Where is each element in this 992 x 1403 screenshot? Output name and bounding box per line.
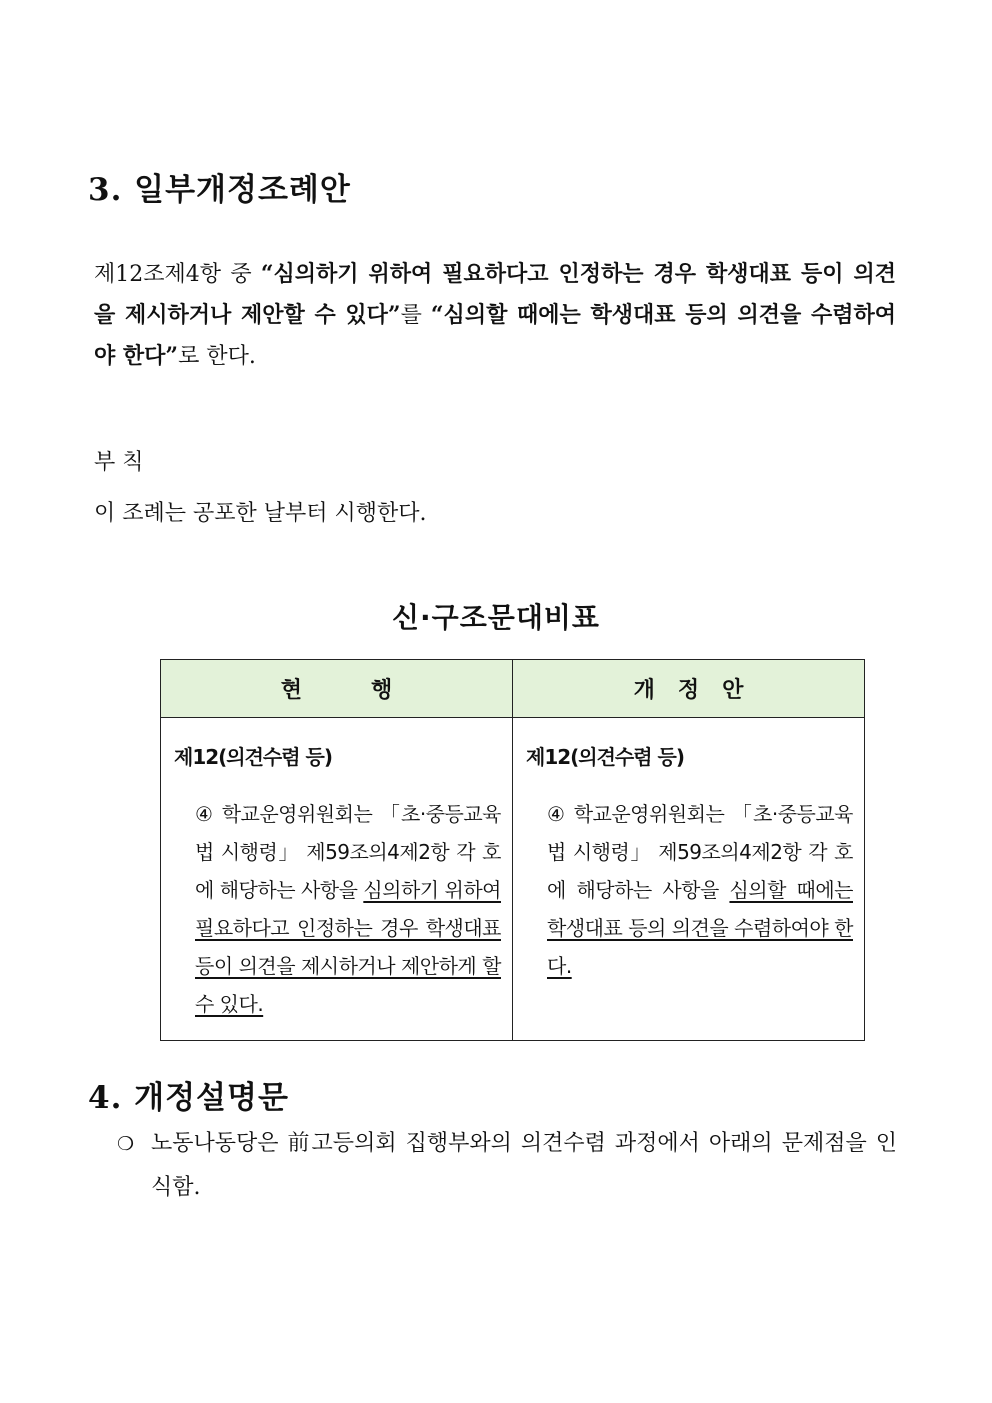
revised-clause-plain: ④ 학교운영위원회는 「초·중등교육법 시행령」 제59조의4제2항 각 호에 해당하는 사항을	[547, 802, 853, 902]
table-header-row	[161, 660, 865, 718]
current-clause	[195, 795, 501, 1023]
revised-article-heading: 제12(의견수렴 등)	[526, 745, 684, 769]
supplement-text: 이 조례는 공포한 날부터 시행한다.	[94, 501, 427, 526]
comparison-table-title: 신·구조문대비표	[392, 601, 600, 634]
amendment-prefix: 제12조제4항 중	[94, 262, 261, 287]
current-clause-plain: ④ 학교운영위원회는 「초·중등교육법 시행령」 제59조의4제2항 각 호에 해당하는 사항을	[195, 802, 501, 902]
amendment-old-phrase: “심의하기 위하여 필요하다고 인정하는 경우 학생대표 등이 의견을 제시하거나 제안할 수 있다”	[94, 261, 896, 328]
current-clause-underlined: 심의하기 위하여 필요하다고 인정하는 경우 학생대표 등이 의견을 제시하거나 제안하게 할 수 있다.	[195, 878, 501, 1016]
amendment-middle: 를	[400, 303, 431, 328]
comparison-table	[160, 659, 865, 1041]
supplement-title: 부 칙	[94, 450, 144, 475]
revised-cell	[513, 718, 865, 1041]
section-4-bullet	[117, 1122, 897, 1210]
amendment-new-phrase: “심의할 때에는 학생대표 등의 의견을 수렴하여야 한다”	[94, 302, 896, 369]
header-revised: 개 정 안	[513, 660, 865, 718]
table-row	[161, 718, 865, 1041]
bullet-text: 노동나동당은 前고등의회 집행부와의 의견수렴 과정에서 아래의 문제점을 인식함.	[151, 1131, 897, 1200]
hollow-circle-icon: ❍	[117, 1133, 135, 1155]
amendment-paragraph	[94, 254, 896, 377]
current-article-heading: 제12(의견수렴 등)	[174, 745, 332, 769]
revised-clause-underlined: 심의할 때에는 학생대표 등의 의견을 수렴하여야 한다.	[547, 878, 853, 978]
revised-clause	[547, 795, 853, 985]
section-3-title: 3. 일부개정조례안	[88, 172, 351, 208]
current-cell	[161, 718, 513, 1041]
header-current: 현 행	[161, 660, 513, 718]
amendment-suffix: 로 한다.	[178, 344, 256, 369]
section-4-title: 4. 개정설명문	[88, 1080, 289, 1116]
